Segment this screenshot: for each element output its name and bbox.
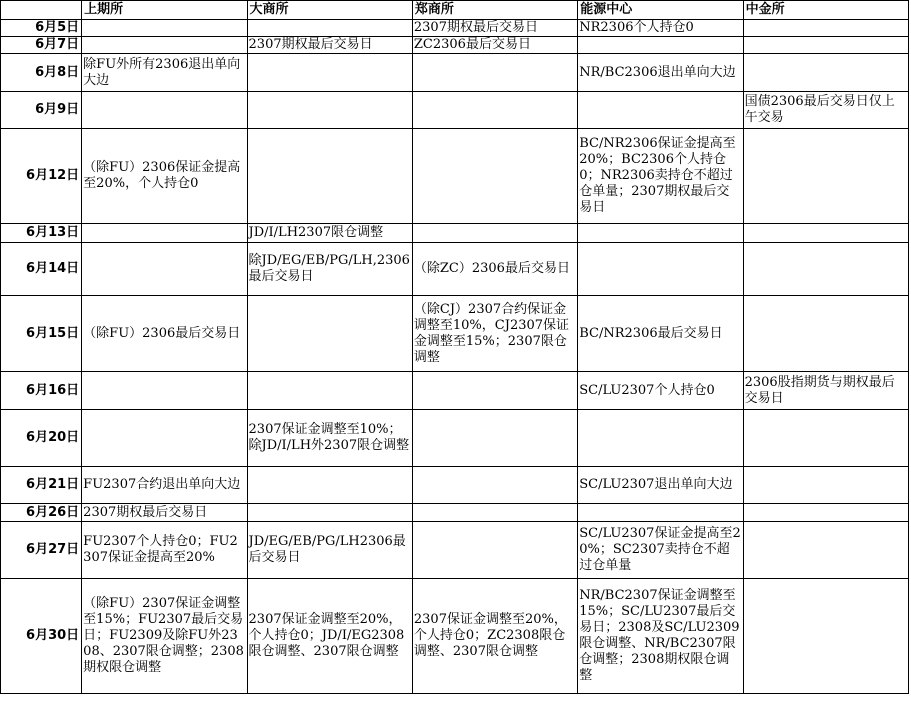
header-cffex: 中金所 <box>743 1 908 20</box>
cell-ine <box>578 37 743 54</box>
table-row <box>1 92 909 129</box>
row-date: 6月12日 <box>1 129 82 224</box>
cell-czce <box>412 92 577 129</box>
cell-cffex <box>743 243 908 296</box>
cell-shfe: 2307期权最后交易日 <box>82 504 247 522</box>
table-row <box>1 243 909 296</box>
table-row <box>1 296 909 372</box>
cell-cffex <box>743 296 908 372</box>
cell-czce: 2307保证金调整至20%，个人持仓0；ZC2308限仓调整、2307限仓调整 <box>412 579 577 694</box>
cell-cffex <box>743 467 908 504</box>
table-row <box>1 372 909 410</box>
cell-shfe <box>82 372 247 410</box>
calendar-body <box>1 20 909 694</box>
cell-shfe <box>82 20 247 37</box>
cell-czce: 2307期权最后交易日 <box>412 20 577 37</box>
cell-czce: （除ZC）2306最后交易日 <box>412 243 577 296</box>
table-row <box>1 129 909 224</box>
cell-shfe: FU2307个人持仓0；FU2307保证金提高至20% <box>82 522 247 579</box>
row-date: 6月15日 <box>1 296 82 372</box>
cell-shfe <box>82 37 247 54</box>
cell-ine: BC/NR2306最后交易日 <box>578 296 743 372</box>
cell-cffex <box>743 37 908 54</box>
cell-czce <box>412 129 577 224</box>
cell-shfe <box>82 224 247 243</box>
row-date: 6月30日 <box>1 579 82 694</box>
cell-shfe: （除FU）2306保证金提高至20%，个人持仓0 <box>82 129 247 224</box>
cell-shfe <box>82 243 247 296</box>
header-shfe: 上期所 <box>82 1 247 20</box>
table-row <box>1 224 909 243</box>
cell-ine: NR/BC2307保证金调整至15%；SC/LU2307最后交易日；2308及SC/LU2309限仓调整、NR/BC2307限仓调整；2308期权限仓调整 <box>578 579 743 694</box>
cell-czce <box>412 54 577 92</box>
cell-ine <box>578 504 743 522</box>
cell-czce <box>412 224 577 243</box>
table-row <box>1 37 909 54</box>
cell-cffex <box>743 224 908 243</box>
cell-shfe: 除FU外所有2306退出单向大边 <box>82 54 247 92</box>
cell-czce <box>412 467 577 504</box>
row-date: 6月13日 <box>1 224 82 243</box>
cell-shfe: （除FU）2306最后交易日 <box>82 296 247 372</box>
cell-dce <box>247 92 412 129</box>
cell-ine <box>578 243 743 296</box>
table-row <box>1 467 909 504</box>
cell-shfe <box>82 92 247 129</box>
cell-shfe <box>82 410 247 467</box>
header-ine: 能源中心 <box>578 1 743 20</box>
header-czce: 郑商所 <box>412 1 577 20</box>
cell-dce: 2307保证金调整至20%，个人持仓0；JD/I/EG2308限仓调整、2307限仓调整 <box>247 579 412 694</box>
table-row <box>1 579 909 694</box>
row-date: 6月7日 <box>1 37 82 54</box>
cell-czce <box>412 410 577 467</box>
cell-ine <box>578 410 743 467</box>
cell-dce <box>247 20 412 37</box>
cell-czce: （除CJ）2307合约保证金调整至10%，CJ2307保证金调整至15%；2307限仓调整 <box>412 296 577 372</box>
cell-cffex: 2306股指期货与期权最后交易日 <box>743 372 908 410</box>
row-date: 6月16日 <box>1 372 82 410</box>
cell-dce <box>247 296 412 372</box>
cell-dce: JD/EG/EB/PG/LH2306最后交易日 <box>247 522 412 579</box>
cell-cffex <box>743 522 908 579</box>
cell-shfe: FU2307合约退出单向大边 <box>82 467 247 504</box>
cell-cffex <box>743 579 908 694</box>
cell-dce: 除JD/EG/EB/PG/LH,2306最后交易日 <box>247 243 412 296</box>
cell-dce <box>247 129 412 224</box>
row-date: 6月8日 <box>1 54 82 92</box>
cell-ine: BC/NR2306保证金提高至20%；BC2306个人持仓0；NR2306卖持仓不超过仓单量；2307期权最后交易日 <box>578 129 743 224</box>
row-date: 6月26日 <box>1 504 82 522</box>
cell-ine <box>578 224 743 243</box>
cell-ine: NR2306个人持仓0 <box>578 20 743 37</box>
cell-cffex <box>743 54 908 92</box>
cell-ine: SC/LU2307退出单向大边 <box>578 467 743 504</box>
row-date: 6月20日 <box>1 410 82 467</box>
cell-czce <box>412 504 577 522</box>
cell-dce <box>247 504 412 522</box>
cell-cffex <box>743 129 908 224</box>
cell-czce <box>412 522 577 579</box>
cell-dce <box>247 467 412 504</box>
cell-cffex <box>743 410 908 467</box>
table-row <box>1 522 909 579</box>
cell-ine: SC/LU2307个人持仓0 <box>578 372 743 410</box>
cell-dce: 2307保证金调整至10%；除JD/I/LH外2307限仓调整 <box>247 410 412 467</box>
header-row <box>1 1 909 20</box>
row-date: 6月5日 <box>1 20 82 37</box>
cell-dce <box>247 372 412 410</box>
cell-dce: JD/I/LH2307限仓调整 <box>247 224 412 243</box>
cell-cffex <box>743 504 908 522</box>
row-date: 6月27日 <box>1 522 82 579</box>
cell-dce: 2307期权最后交易日 <box>247 37 412 54</box>
cell-cffex <box>743 20 908 37</box>
table-row <box>1 54 909 92</box>
header-date <box>1 1 82 20</box>
cell-cffex: 国债2306最后交易日仅上午交易 <box>743 92 908 129</box>
cell-dce <box>247 54 412 92</box>
cell-ine: SC/LU2307保证金提高至20%；SC2307卖持仓不超过仓单量 <box>578 522 743 579</box>
header-dce: 大商所 <box>247 1 412 20</box>
table-row <box>1 20 909 37</box>
cell-ine: NR/BC2306退出单向大边 <box>578 54 743 92</box>
table-row <box>1 504 909 522</box>
cell-czce: ZC2306最后交易日 <box>412 37 577 54</box>
cell-ine <box>578 92 743 129</box>
table-row <box>1 410 909 467</box>
row-date: 6月14日 <box>1 243 82 296</box>
cell-czce <box>412 372 577 410</box>
row-date: 6月9日 <box>1 92 82 129</box>
cell-shfe: （除FU）2307保证金调整至15%；FU2307最后交易日；FU2309及除FU外2308、2307限仓调整；2308期权限仓调整 <box>82 579 247 694</box>
row-date: 6月21日 <box>1 467 82 504</box>
